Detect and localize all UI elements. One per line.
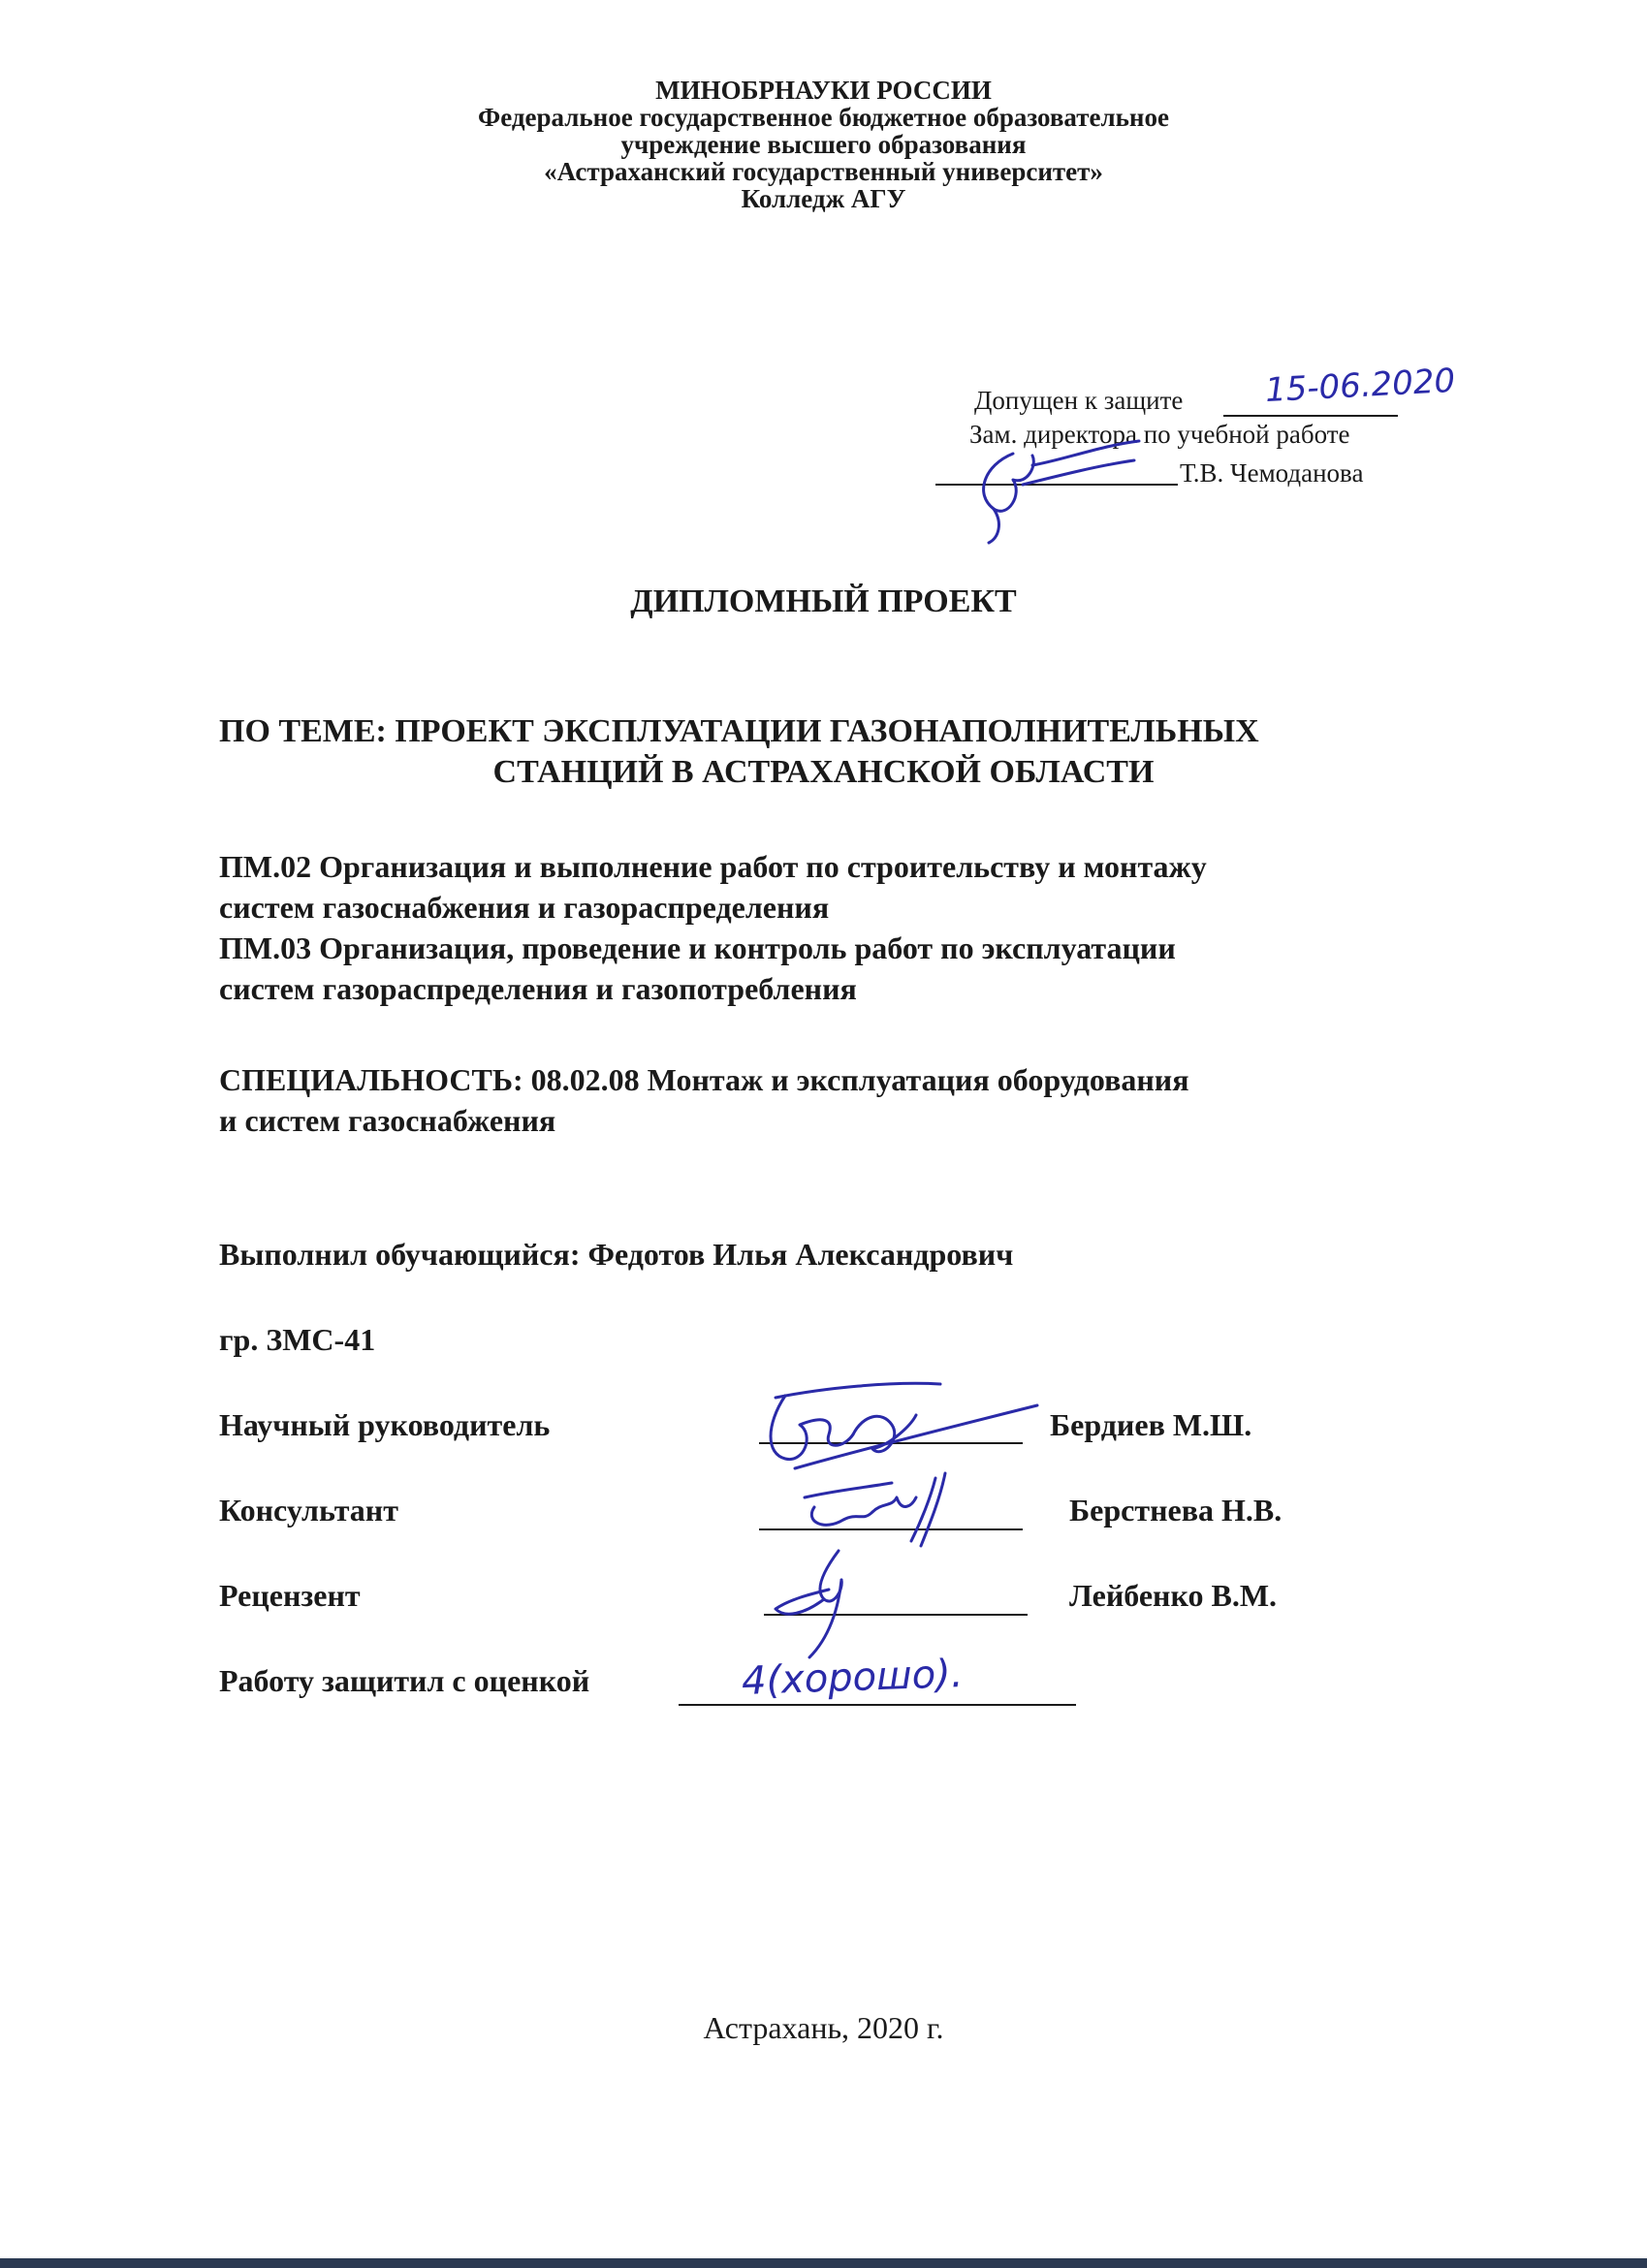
institution-line-2: учреждение высшего образования — [620, 130, 1027, 159]
approver-signature — [955, 426, 1149, 552]
specialty-line-1: СПЕЦИАЛЬНОСТЬ: 08.02.08 Монтаж и эксплуатация оборудования — [219, 1062, 1189, 1097]
grade-label: Работу защитил с оценкой — [219, 1663, 590, 1698]
scan-bottom-edge — [0, 2258, 1647, 2268]
module-line-4: систем газораспределения и газопотребления — [219, 971, 857, 1006]
supervisor-name: Бердиев М.Ш. — [1050, 1407, 1252, 1442]
student-line: Выполнил обучающийся: Федотов Илья Александрович — [219, 1237, 1014, 1272]
role-consultant: Консультант — [219, 1493, 398, 1528]
approver-name: Т.В. Чемоданова — [1180, 458, 1364, 488]
role-reviewer: Рецензент — [219, 1578, 361, 1613]
ministry-name: МИНОБРНАУКИ РОССИИ — [655, 76, 992, 105]
reviewer-signature — [756, 1541, 872, 1667]
role-supervisor: Научный руководитель — [219, 1407, 551, 1442]
college-name: Колледж АГУ — [741, 184, 906, 213]
grade-handwritten: 4(хорошо). — [741, 1652, 965, 1704]
admitted-date-line — [1223, 415, 1398, 417]
position-label: Зам. директора по учебной работе — [969, 420, 1350, 449]
student-group: гр. ЗМС-41 — [219, 1322, 376, 1357]
topic-line-2: СТАНЦИЙ В АСТРАХАНСКОЙ ОБЛАСТИ — [492, 754, 1155, 790]
consultant-name: Берстнева Н.В. — [1069, 1493, 1283, 1528]
admitted-date-handwritten: 15-06.2020 — [1264, 361, 1457, 411]
city-year: Астрахань, 2020 г. — [703, 2010, 944, 2045]
admitted-label: Допущен к защите — [974, 386, 1184, 415]
module-line-3: ПМ.03 Организация, проведение и контроль работ по эксплуатации — [219, 930, 1176, 965]
grade-line — [679, 1704, 1076, 1706]
university-name: «Астраханский государственный университет» — [544, 157, 1103, 186]
institution-line-1: Федеральное государственное бюджетное образовательное — [478, 103, 1169, 132]
consultant-signature — [776, 1454, 1008, 1551]
document-title: ДИПЛОМНЫЙ ПРОЕКТ — [630, 583, 1017, 619]
module-line-1: ПМ.02 Организация и выполнение работ по строительству и монтажу — [219, 849, 1207, 884]
module-line-2: систем газоснабжения и газораспределения — [219, 890, 830, 925]
topic-line-1: ПО ТЕМЕ: ПРОЕКТ ЭКСПЛУАТАЦИИ ГАЗОНАПОЛНИТЕЛЬНЫХ — [219, 713, 1259, 749]
reviewer-name: Лейбенко В.М. — [1069, 1578, 1278, 1613]
specialty-line-2: и систем газоснабжения — [219, 1103, 556, 1138]
